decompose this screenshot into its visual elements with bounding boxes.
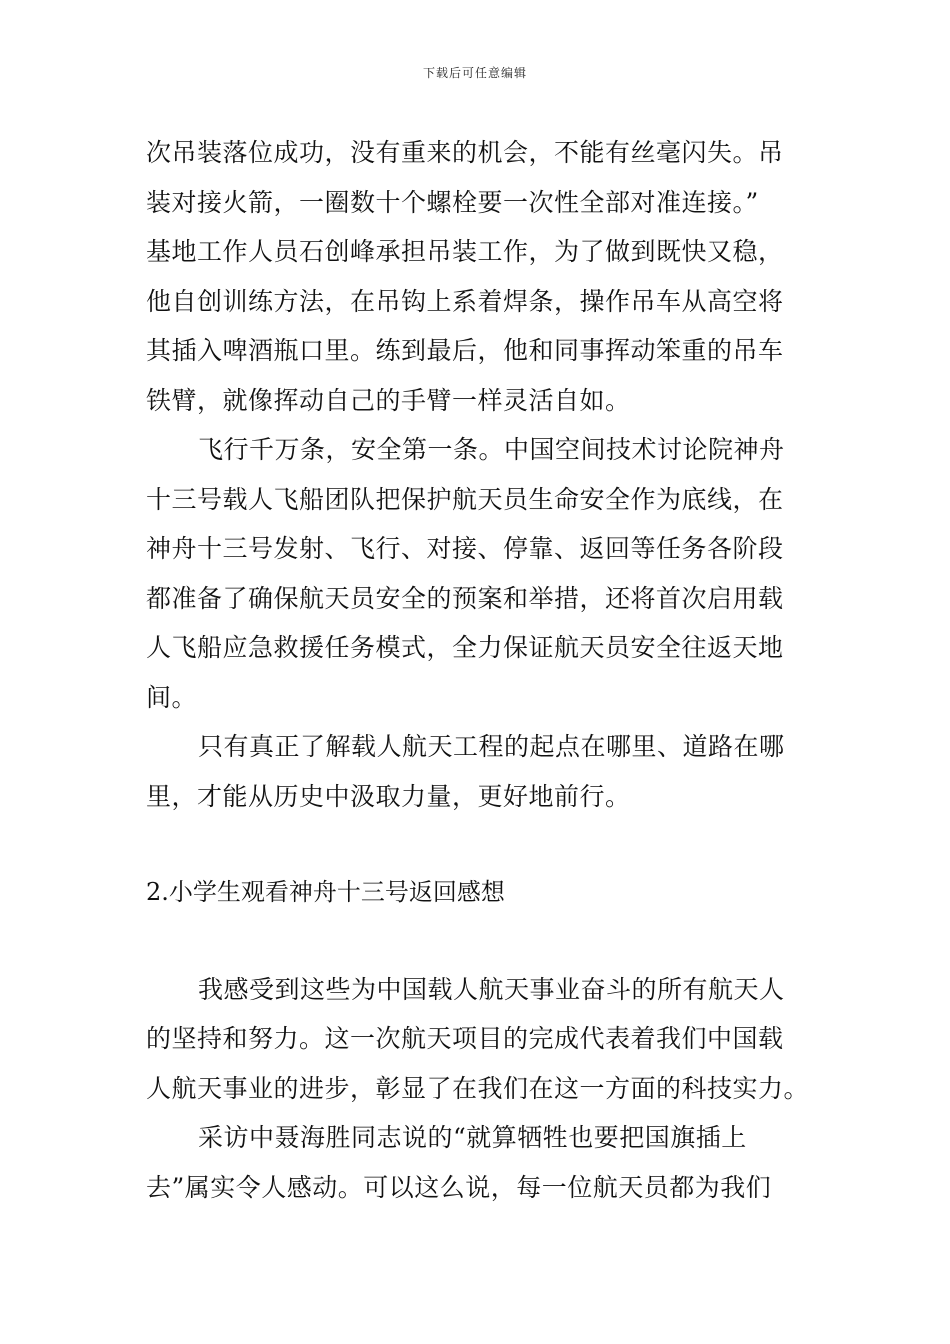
text-line: 人航天事业的进步，彰显了在我们在这一方面的科技实力。 bbox=[146, 1073, 810, 1103]
paragraph bbox=[146, 425, 810, 722]
text-line: 间。 bbox=[146, 682, 198, 712]
text-line: 都准备了确保航天员安全的预案和举措，还将首次启用载 bbox=[146, 583, 784, 613]
text-line: 神舟十三号发射、飞行、对接、停靠、返回等任务各阶段 bbox=[146, 534, 784, 563]
text-line: 次吊装落位成功，没有重来的机会，不能有丝毫闪失。吊 bbox=[146, 138, 784, 167]
text-line: 里，才能从历史中汲取力量，更好地前行。 bbox=[146, 781, 631, 811]
paragraph bbox=[146, 722, 810, 821]
text-line: 基地工作人员石创峰承担吊装工作，为了做到既快又稳， bbox=[146, 237, 784, 266]
document-body bbox=[146, 128, 810, 1212]
text-line: 采访中聂海胜同志说的“就算牺牲也要把国旗插上 bbox=[198, 1123, 747, 1152]
spacer bbox=[146, 918, 810, 965]
section-heading: 2.小学生观看神舟十三号返回感想 bbox=[146, 878, 505, 906]
text-line: 我感受到这些为中国载人航天事业奋斗的所有航天人 bbox=[198, 974, 785, 1004]
text-line: 的坚持和努力。这一次航天项目的完成代表着我们中国载 bbox=[146, 1024, 784, 1053]
text-line: 只有真正了解载人航天工程的起点在哪里、道路在哪 bbox=[198, 732, 785, 761]
text-line: 铁臂，就像挥动自己的手臂一样灵活自如。 bbox=[146, 385, 631, 415]
paragraph bbox=[146, 965, 810, 1114]
text-line: 十三号载人飞船团队把保护航天员生命安全作为底线，在 bbox=[146, 484, 784, 514]
text-line: 飞行千万条，安全第一条。中国空间技术讨论院神舟 bbox=[198, 435, 785, 464]
paragraph bbox=[146, 1113, 810, 1212]
text-line: 装对接火箭，一圈数十个螺栓要一次性全部对准连接。” bbox=[146, 187, 759, 217]
text-line: 他自创训练方法，在吊钩上系着焊条，操作吊车从高空将 bbox=[146, 286, 784, 316]
spacer bbox=[146, 821, 810, 868]
paragraph bbox=[146, 128, 810, 425]
text-line: 去”属实令人感动。可以这么说，每一位航天员都为我们 bbox=[146, 1172, 772, 1202]
page-header: 下载后可任意编辑 bbox=[422, 66, 527, 80]
text-line: 人飞船应急救援任务模式，全力保证航天员安全往返天地 bbox=[146, 633, 784, 662]
text-line: 其插入啤酒瓶口里。练到最后，他和同事挥动笨重的吊车 bbox=[146, 336, 784, 365]
